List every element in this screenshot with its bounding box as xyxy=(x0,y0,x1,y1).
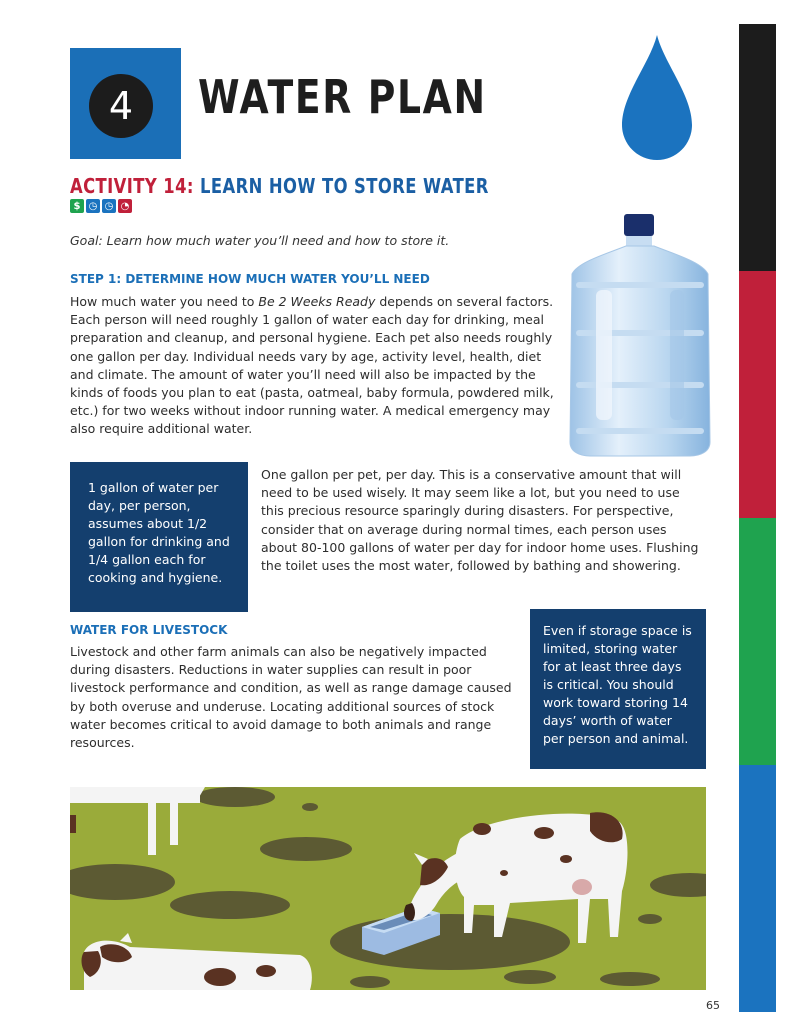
activity-label: ACTIVITY 14: xyxy=(70,174,194,198)
side-bar-black xyxy=(739,24,776,271)
activity-icons xyxy=(70,199,132,213)
activity-title xyxy=(70,174,489,198)
step1-heading: STEP 1: DETERMINE HOW MUCH WATER YOU’LL NEED xyxy=(70,272,430,286)
livestock-heading: WATER FOR LIVESTOCK xyxy=(70,623,228,637)
pet-paragraph: One gallon per pet, per day. This is a conservative amount that will need to be used wisely. It may seem like a lot, but you need to use this precious resource sparingly during disasters. For perspective, consider that on average during normal times, each person uses about 80-100 gallons of water per day for indoor home uses. Flushing the toilet uses the most water, followed by bathing and showering. xyxy=(261,467,699,574)
time-icon: ◷ xyxy=(102,199,116,213)
livestock-paragraph: Livestock and other farm animals can also be negatively impacted during disasters. Reductions in water supplies can result in poor livestock performance and condition, as well as range damage caused by both overuse and underuse. Locating additional sources of stock water becomes critical to avoid damage to both animals and range resources. xyxy=(70,644,512,751)
gallon-callout: 1 gallon of water per day, per person, assumes about 1/2 gallon for drinking and 1/4 gallon each for cooking and hygiene. xyxy=(70,462,248,612)
water-jug-icon xyxy=(566,210,714,458)
page-number: 65 xyxy=(706,999,720,1012)
chapter-number-box xyxy=(70,48,181,159)
side-bar-red xyxy=(739,271,776,518)
effort-icon: ◔ xyxy=(118,199,132,213)
activity-name: LEARN HOW TO STORE WATER xyxy=(200,174,489,198)
step1-paragraph: How much water you need to Be 2 Weeks Ready depends on several factors. Each person will need roughly 1 gallon of water each day for drinking, meal preparation and cleanup, and personal hygiene. Each pet also needs roughly one gallon per day. Individual needs vary by age, activity level, health, diet and climate. The amount of water you’ll need will also be impacted by the kinds of foods you plan to eat (pasta, oatmeal, baby formula, powdered milk, etc.) for two weeks without indoor running water. A medical emergency may also require additional water. xyxy=(70,294,554,437)
side-bar-green xyxy=(739,518,776,765)
page-title: WATER PLAN xyxy=(198,70,487,124)
cost-icon: $ xyxy=(70,199,84,213)
storage-callout: Even if storage space is limited, storing water for at least three days is critical. You should work toward storing 14 days’ worth of water per person and animal. xyxy=(530,609,706,769)
time-icon: ◷ xyxy=(86,199,100,213)
water-drop-icon xyxy=(620,33,694,163)
chapter-number: 4 xyxy=(89,74,153,138)
cows-illustration xyxy=(70,787,706,990)
side-bar-blue xyxy=(739,765,776,1012)
goal-text: Goal: Learn how much water you’ll need and how to store it. xyxy=(70,233,450,248)
